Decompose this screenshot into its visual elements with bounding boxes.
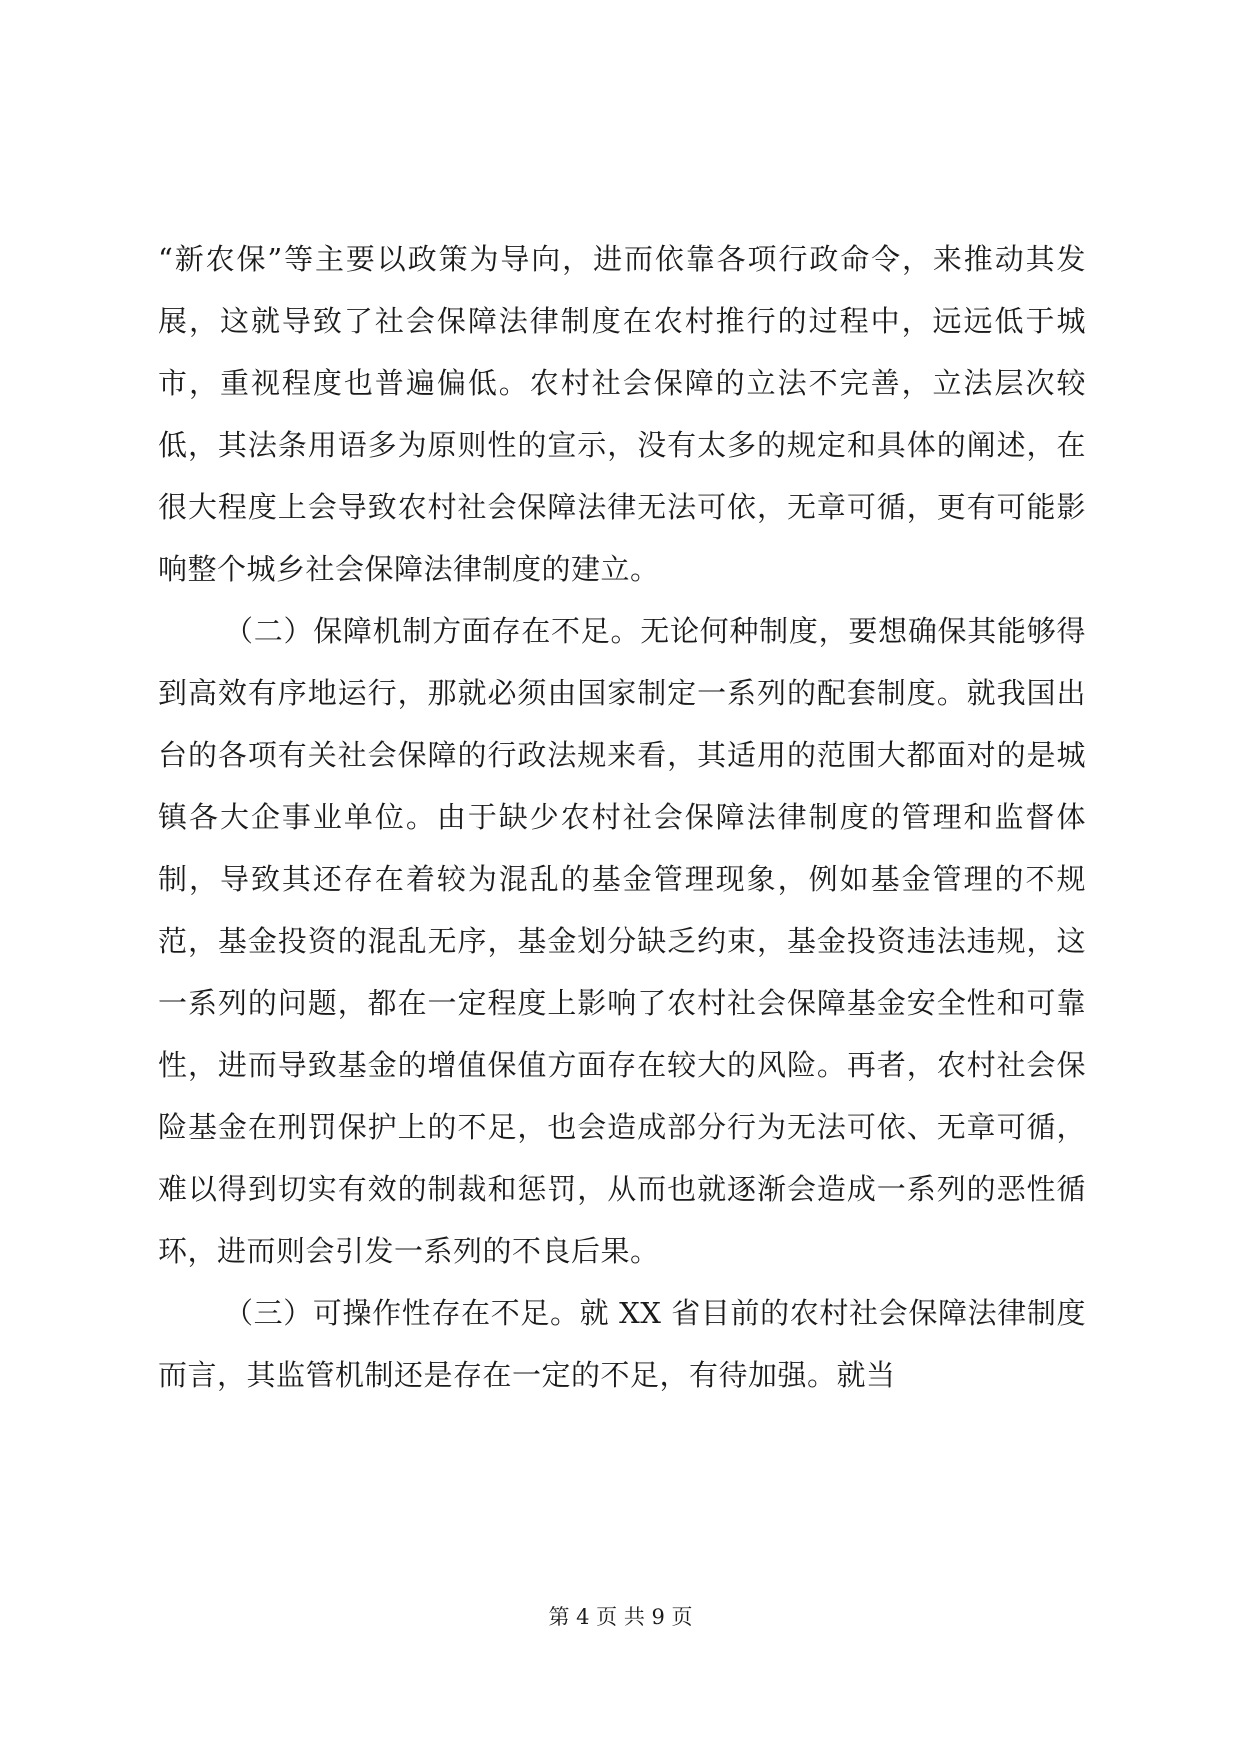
paragraph-section-2: （二）保障机制方面存在不足。无论何种制度，要想确保其能够得到高效有序地运行，那就必须由国家制定一系列的配套制度。就我国出台的各项有关社会保障的行政法规来看，其适用的范围大都面对的是城镇各大企事业单位。由于缺少农村社会保障法律制度的管理和监督体制，导致其还存在着较为混乱的基金管理现象，例如基金管理的不规范，基金投资的混乱无序，基金划分缺乏约束，基金投资违法违规，这一系列的问题，都在一定程度上影响了农村社会保障基金安全性和可靠性，进而导致基金的增值保值方面存在较大的风险。再者，农村社会保险基金在刑罚保护上的不足，也会造成部分行为无法可依、无章可循，难以得到切实有效的制裁和惩罚，从而也就逐渐会造成一系列的恶性循环，进而则会引发一系列的不良后果。 — [158, 614, 1086, 1268]
page-footer — [0, 1602, 1241, 1632]
paragraph-section-3: （三）可操作性存在不足。就 XX 省目前的农村社会保障法律制度而言，其监管机制还是存在一定的不足，有待加强。就当 — [158, 1296, 1086, 1392]
page-number-label: 第 4 页 共 9 页 — [548, 1605, 693, 1629]
document-body — [158, 228, 1086, 1406]
paragraph-continued: “新农保”等主要以政策为导向，进而依靠各项行政命令，来推动其发展，这就导致了社会保障法律制度在农村推行的过程中，远远低于城市，重视程度也普遍偏低。农村社会保障的立法不完善，立法层次较低，其法条用语多为原则性的宣示，没有太多的规定和具体的阐述，在很大程度上会导致农村社会保障法律无法可依，无章可循，更有可能影响整个城乡社会保障法律制度的建立。 — [158, 242, 1086, 586]
